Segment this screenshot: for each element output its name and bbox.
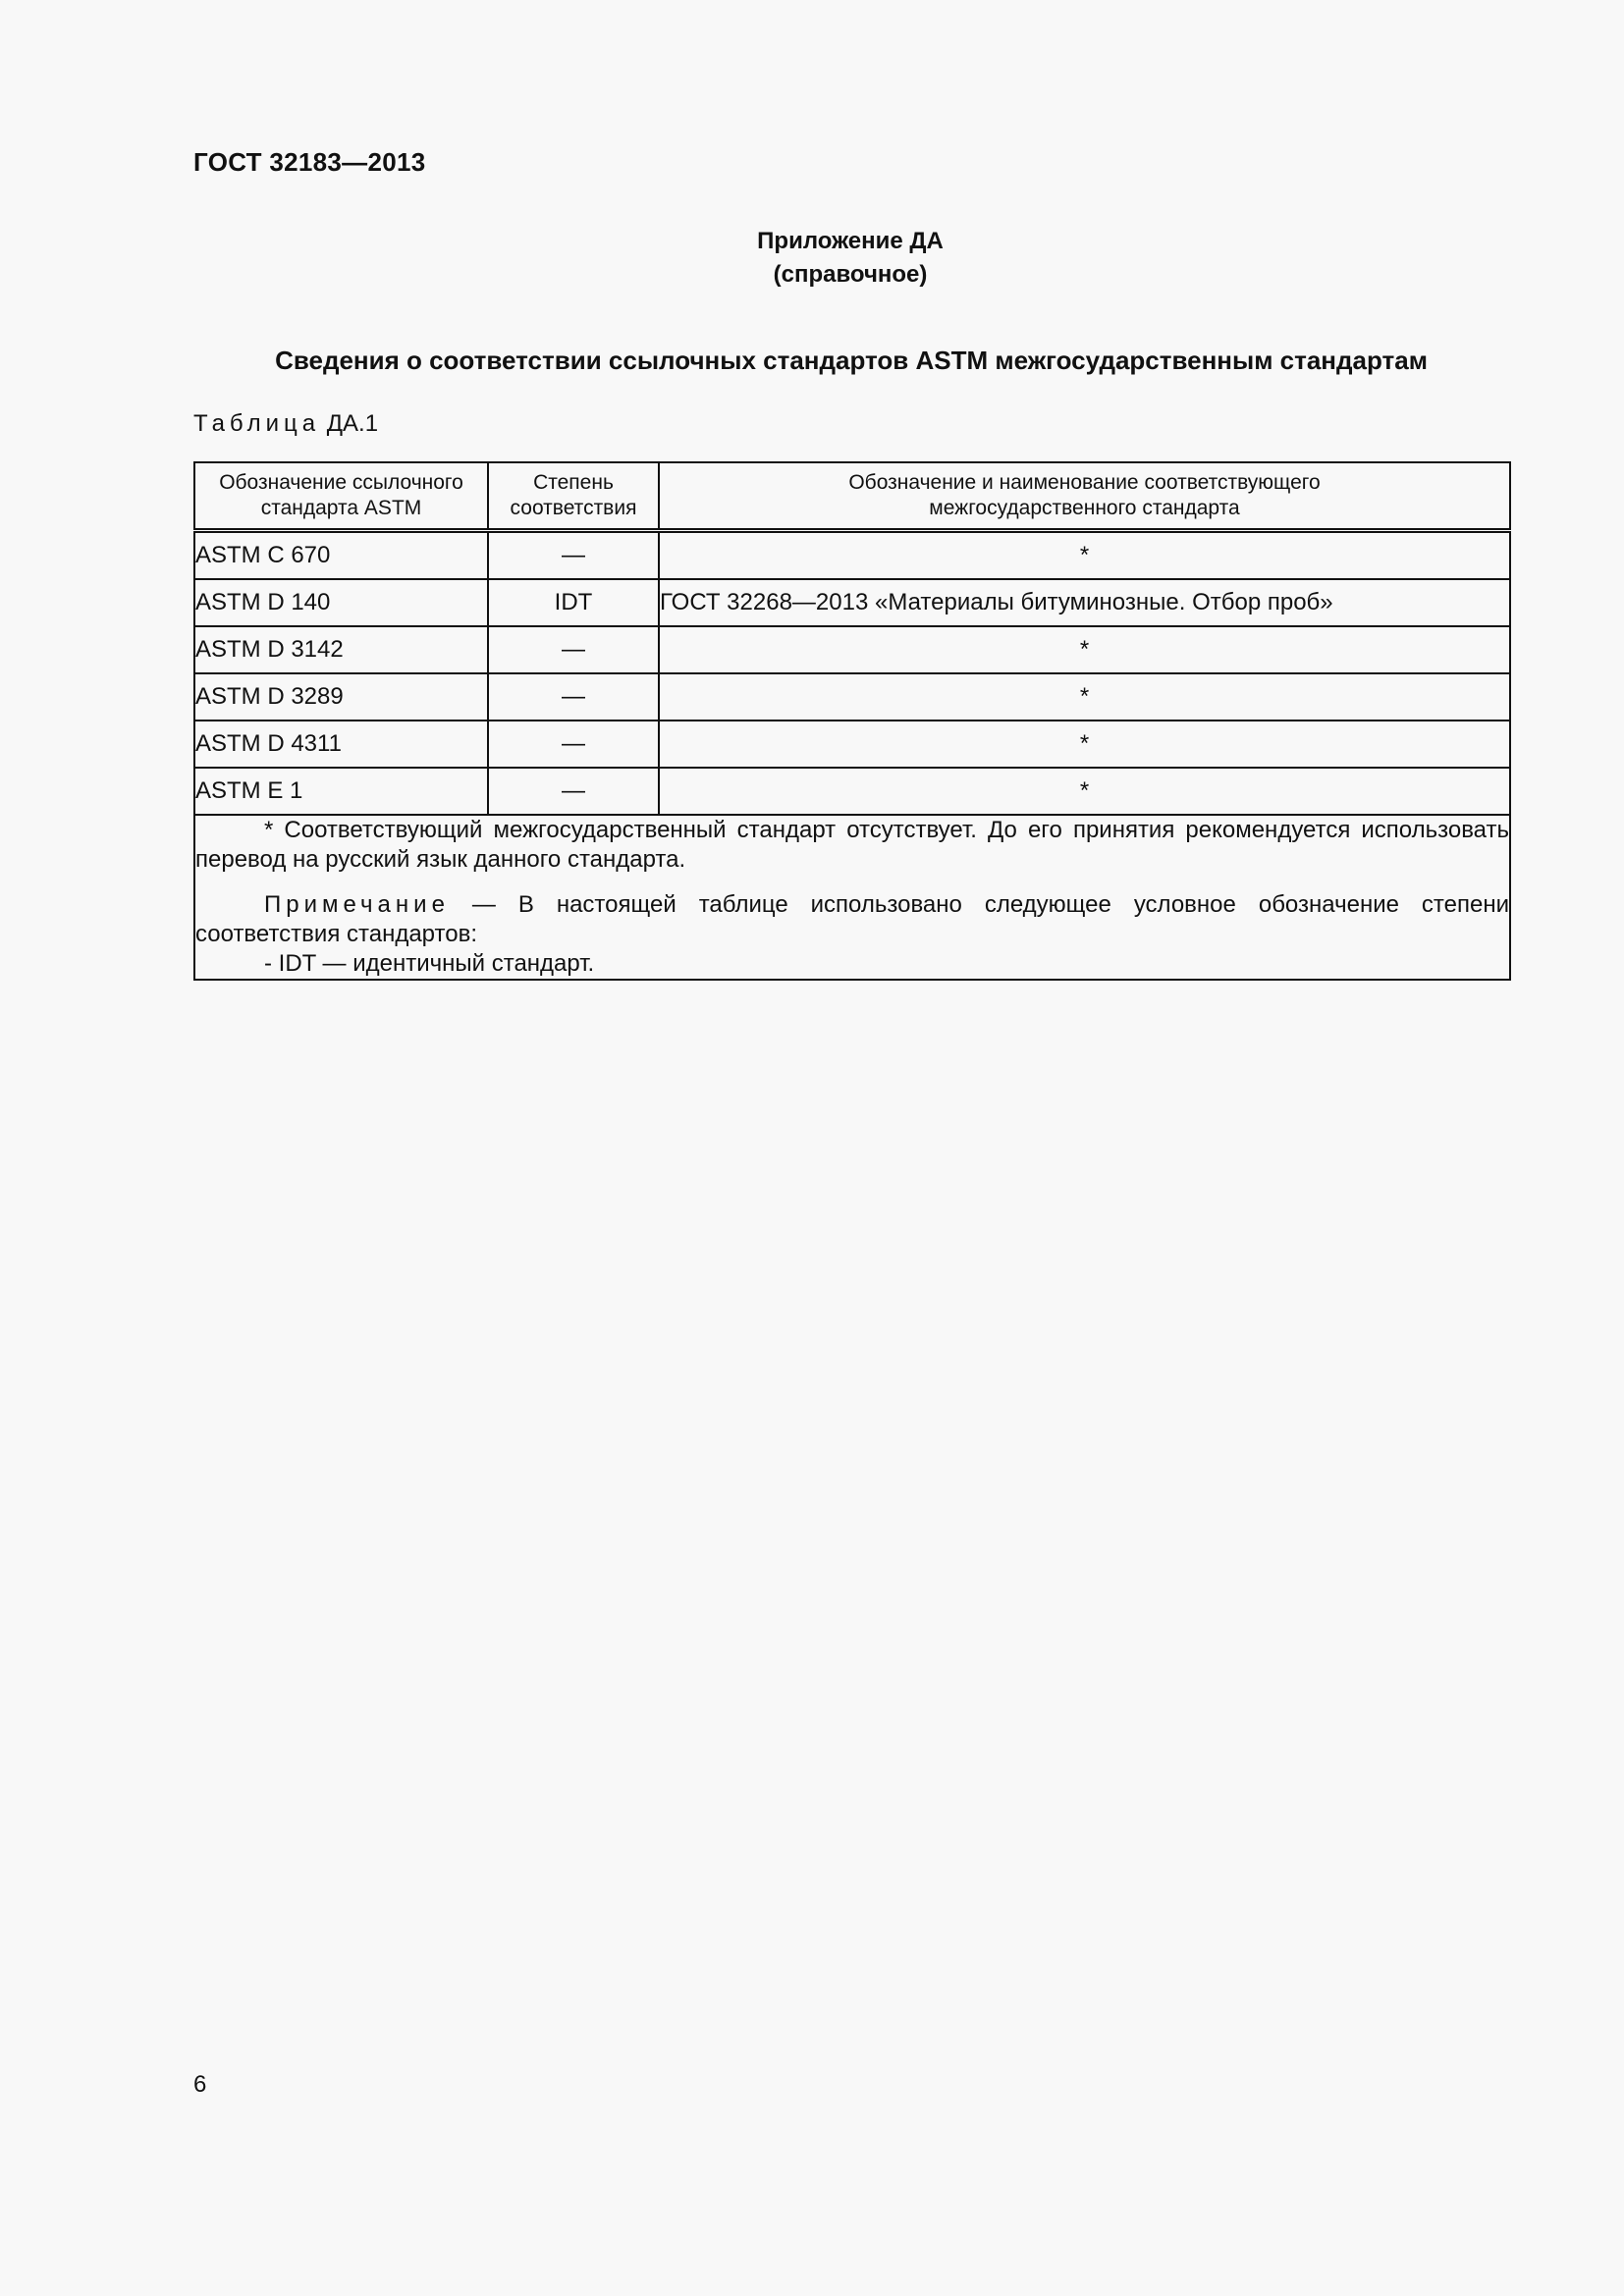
cell-ref: ASTM C 670 (194, 531, 488, 580)
cell-ref: ASTM D 3289 (194, 673, 488, 721)
table-note (195, 890, 1509, 949)
table-row (194, 579, 1510, 626)
table-notes (194, 815, 1510, 980)
cell-degree: — (488, 721, 659, 768)
header-text: Обозначение ссылочного (219, 471, 463, 494)
annex-heading (0, 225, 1624, 292)
table-caption-word: Таблица (193, 410, 321, 437)
cell-standard: * (659, 768, 1510, 815)
header-degree (488, 462, 659, 531)
cell-standard: * (659, 531, 1510, 580)
cell-standard: * (659, 673, 1510, 721)
cell-degree: — (488, 673, 659, 721)
header-text: межгосударственного стандарта (929, 497, 1240, 519)
header-text: соответствия (510, 497, 637, 519)
table-row (194, 626, 1510, 673)
cell-degree: — (488, 768, 659, 815)
header-text: стандарта ASTM (260, 497, 422, 519)
note-label: Примечание (264, 891, 450, 918)
table-row (194, 531, 1510, 580)
note-text: — В настоящей таблице использовано следующее условное обозначение степени соответствия стандартов: (195, 891, 1509, 947)
header-text: Обозначение и наименование соответствующего (848, 471, 1321, 494)
table-caption-number: ДА.1 (326, 410, 379, 437)
cell-standard: * (659, 626, 1510, 673)
header-interstate-standard (659, 462, 1510, 531)
page-number: 6 (193, 2071, 207, 2098)
table-footnote: * Соответствующий межгосударственный стандарт отсутствует. До его принятия рекомендуется использовать перевод на русский язык данного стандарта. (195, 817, 1509, 873)
table-row (194, 721, 1510, 768)
annex-subtitle: (справочное) (773, 261, 928, 288)
cell-ref: ASTM E 1 (194, 768, 488, 815)
table-header-row (194, 462, 1510, 531)
section-title: Сведения о соответствии ссылочных стандартов ASTM межгосударственным стандартам (275, 346, 1428, 375)
cell-degree: IDT (488, 579, 659, 626)
cell-ref: ASTM D 140 (194, 579, 488, 626)
note-item: - IDT — идентичный стандарт. (264, 950, 595, 977)
cell-standard: * (659, 721, 1510, 768)
annex-title: Приложение ДА (757, 228, 944, 254)
header-text: Степень (533, 471, 614, 494)
cell-degree: — (488, 626, 659, 673)
table-notes-row (194, 815, 1510, 980)
header-ref-standard (194, 462, 488, 531)
cell-standard: ГОСТ 32268—2013 «Материалы битуминозные. Отбор проб» (659, 579, 1510, 626)
cell-ref: ASTM D 4311 (194, 721, 488, 768)
table-row (194, 768, 1510, 815)
reference-standards-table (193, 461, 1511, 981)
cell-ref: ASTM D 3142 (194, 626, 488, 673)
table-caption (193, 410, 378, 438)
cell-degree: — (488, 531, 659, 580)
table-row (194, 673, 1510, 721)
document-code: ГОСТ 32183—2013 (193, 147, 426, 177)
